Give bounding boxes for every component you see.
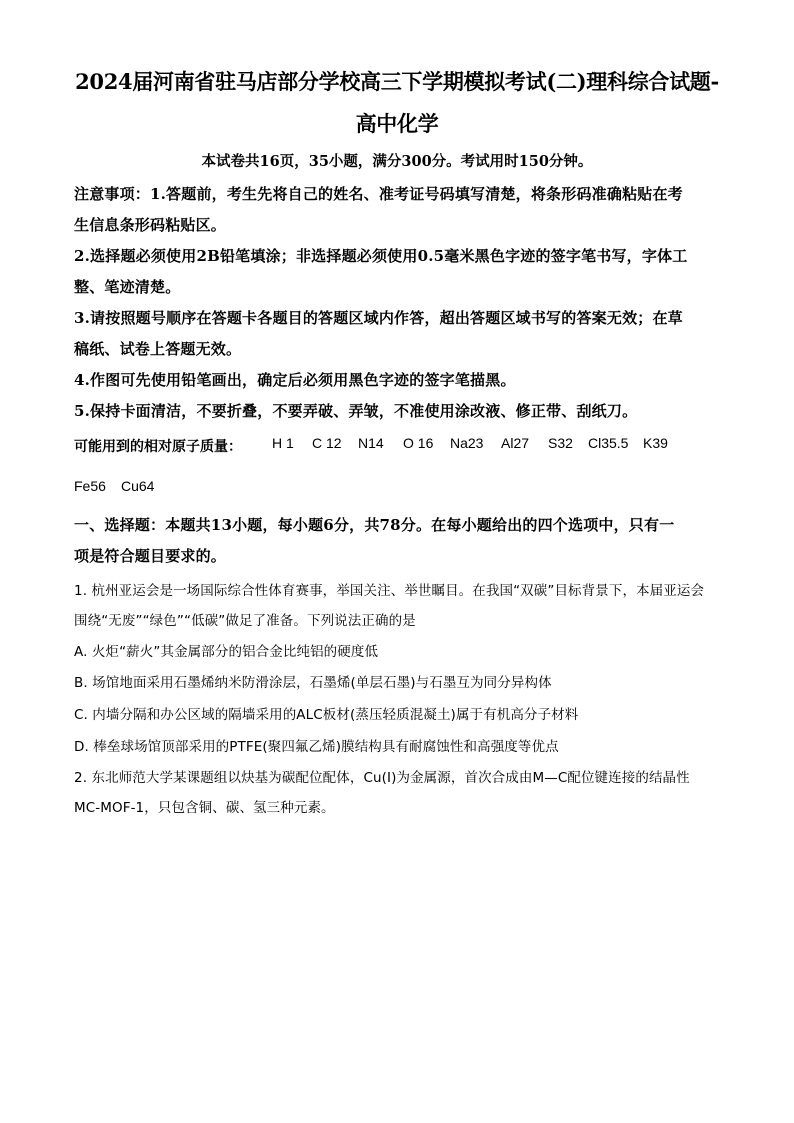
- page-title-line2: 高中化学: [355, 111, 439, 136]
- note-line-7: 4.作图可先使用铅笔画出，确定后必须用黑色字迹的签字笔描黑。: [74, 371, 516, 389]
- page-title-line1: 2024届河南省驻马店部分学校高三下学期模拟考试(二)理科综合试题-: [75, 69, 719, 94]
- question2-stem-line2: MC-MOF-1，只包含铜、碳、氢三种元素。: [74, 800, 335, 816]
- note-line-6: 稿纸、试卷上答题无效。: [74, 340, 242, 358]
- note-line-2: 生信息条形码粘贴区。: [74, 216, 227, 234]
- atomic-mass-item: Na23: [450, 435, 484, 451]
- question1-option-b: B. 场馆地面采用石墨烯纳米防滑涂层，石墨烯(单层石墨)与石墨互为同分异构体: [74, 675, 552, 691]
- note-line-4: 整、笔迹清楚。: [74, 278, 181, 296]
- atomic-mass-item: K39: [643, 435, 668, 451]
- note-line-1: 注意事项：1.答题前，考生先将自己的姓名、准考证号码填写清楚，将条形码准确粘贴在考: [74, 185, 683, 203]
- atomic-mass-item: C 12: [312, 435, 342, 451]
- atomic-mass-item: Cu64: [121, 478, 155, 494]
- atomic-mass-item: Al27: [501, 435, 530, 451]
- note-line-5: 3.请按照题号顺序在答题卡各题目的答题区域内作答，超出答题区域书写的答案无效；在草: [74, 309, 683, 327]
- atomic-mass-label: 可能用到的相对原子质量：: [74, 439, 242, 455]
- note-line-3: 2.选择题必须使用2B铅笔填涂；非选择题必须使用0.5毫米黑色字迹的签字笔书写，字体工: [74, 247, 688, 265]
- note-line-8: 5.保持卡面清洁，不要折叠，不要弄破、弄皱，不准使用涂改液、修正带、刮纸刀。: [74, 402, 638, 420]
- section-heading-line2: 项是符合题目要求的。: [74, 547, 227, 565]
- atomic-mass-item: Cl35.5: [588, 435, 629, 451]
- atomic-mass-item: O 16: [403, 435, 434, 451]
- section-heading-line1: 一、选择题：本题共13小题，每小题6分，共78分。在每小题给出的四个选项中，只有一: [74, 516, 675, 534]
- question1-stem-line1: 1. 杭州亚运会是一场国际综合性体育赛事，举国关注、举世瞩目。在我国“双碳”目标背景下，本届亚运会: [74, 583, 705, 599]
- atomic-mass-item: H 1: [272, 435, 294, 451]
- question1-stem-line2: 围绕“无废”“绿色”“低碳”做足了准备。下列说法正确的是: [74, 613, 416, 629]
- exam-info: 本试卷共16页，35小题，满分300分。考试用时150分钟。: [201, 153, 593, 170]
- question1-option-c: C. 内墙分隔和办公区域的隔墙采用的ALC板材(蒸压轻质混凝土)属于有机高分子材料: [74, 707, 579, 723]
- question1-option-d: D. 棒垒球场馆顶部采用的PTFE(聚四氟乙烯)膜结构具有耐腐蚀性和高强度等优点: [74, 739, 559, 755]
- atomic-mass-item: N14: [358, 435, 384, 451]
- atomic-mass-item: S32: [548, 435, 573, 451]
- question2-stem-line1: 2. 东北师范大学某课题组以炔基为碳配位配体，Cu(Ⅰ)为金属源，首次合成由M—C配位键连接的结晶性: [74, 770, 690, 786]
- question1-option-a: A. 火炬“薪火”其金属部分的铝合金比纯铝的硬度低: [74, 644, 379, 660]
- atomic-mass-item: Fe56: [74, 478, 106, 494]
